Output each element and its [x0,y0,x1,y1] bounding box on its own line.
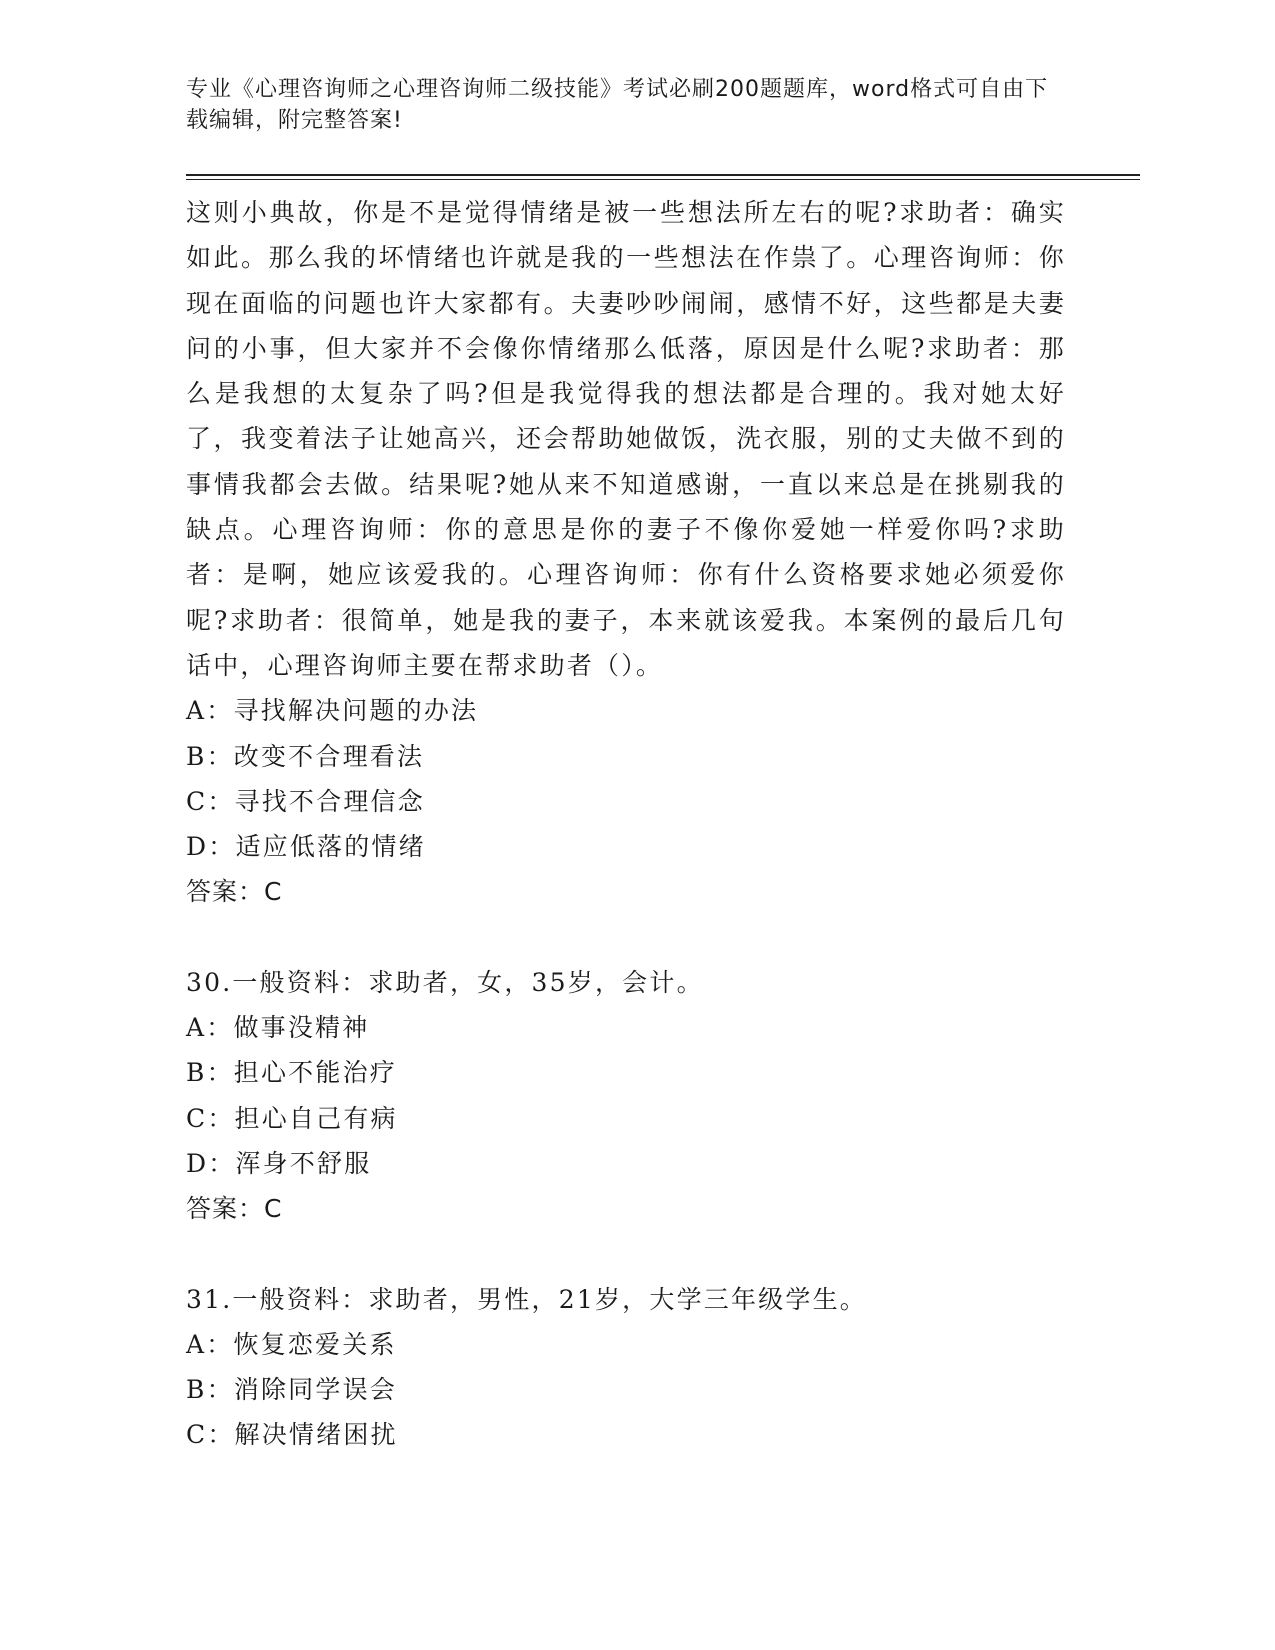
spacer [186,915,1066,960]
question-30-option-c: C：担心自己有病 [186,1103,398,1133]
header-divider-thin-line [186,179,1140,180]
question-30-answer: 答案：C [186,1194,283,1224]
question-31-option-c: C：解决情绪困扰 [186,1420,398,1450]
question-29-option-c: C：寻找不合理信念 [186,786,425,816]
document-body [186,190,1066,1458]
document-header-title: 专业《心理咨询师之心理咨询师二级技能》考试必刷200题题库，word格式可自由下载编辑，附完整答案! [186,77,1049,133]
question-29 [186,190,1066,915]
header-divider [186,174,1140,181]
header-divider-thick-line [186,174,1140,176]
question-30-option-d: D：浑身不舒服 [186,1148,372,1178]
question-29-option-b: B：改变不合理看法 [186,741,425,771]
question-29-option-d: D：适应低落的情绪 [186,832,426,862]
question-29-option-a: A：寻找解决问题的办法 [186,696,479,726]
question-31 [186,1277,1066,1458]
question-30 [186,960,1066,1232]
question-30-stem: 30.一般资料：求助者，女，35岁，会计。 [186,967,704,997]
question-30-option-a: A：做事没精神 [186,1013,370,1043]
question-31-stem: 31.一般资料：求助者，男性，21岁，大学三年级学生。 [186,1284,867,1314]
question-29-answer: 答案：C [186,877,283,907]
question-31-option-a: A：恢复恋爱关系 [186,1329,397,1359]
question-30-option-b: B：担心不能治疗 [186,1058,397,1088]
question-29-passage: 这则小典故，你是不是觉得情绪是被一些想法所左右的呢?求助者：确实如此。那么我的坏情绪也许就是我的一些想法在作祟了。心理咨询师：你现在面临的问题也许大家都有。夫妻吵吵闹闹，感情不好，这些都是夫妻问的小事，但大家并不会像你情绪那么低落，原因是什么呢?求助者：那么是我想的太复杂了吗?但是我觉得我的想法都是合理的。我对她太好了，我变着法子让她高兴，还会帮助她做饭，洗衣服，别的丈夫做不到的事情我都会去做。结果呢?她从来不知道感谢，一直以来总是在挑剔我的缺点。心理咨询师：你的意思是你的妻子不像你爱她一样爱你吗?求助者：是啊，她应该爱我的。心理咨询师：你有什么资格要求她必须爱你呢?求助者：很简单，她是我的妻子，本来就该爱我。本案例的最后几句话中，心理咨询师主要在帮求助者（）。 [186,198,1066,680]
question-31-option-b: B：消除同学误会 [186,1375,397,1405]
spacer [186,1232,1066,1277]
